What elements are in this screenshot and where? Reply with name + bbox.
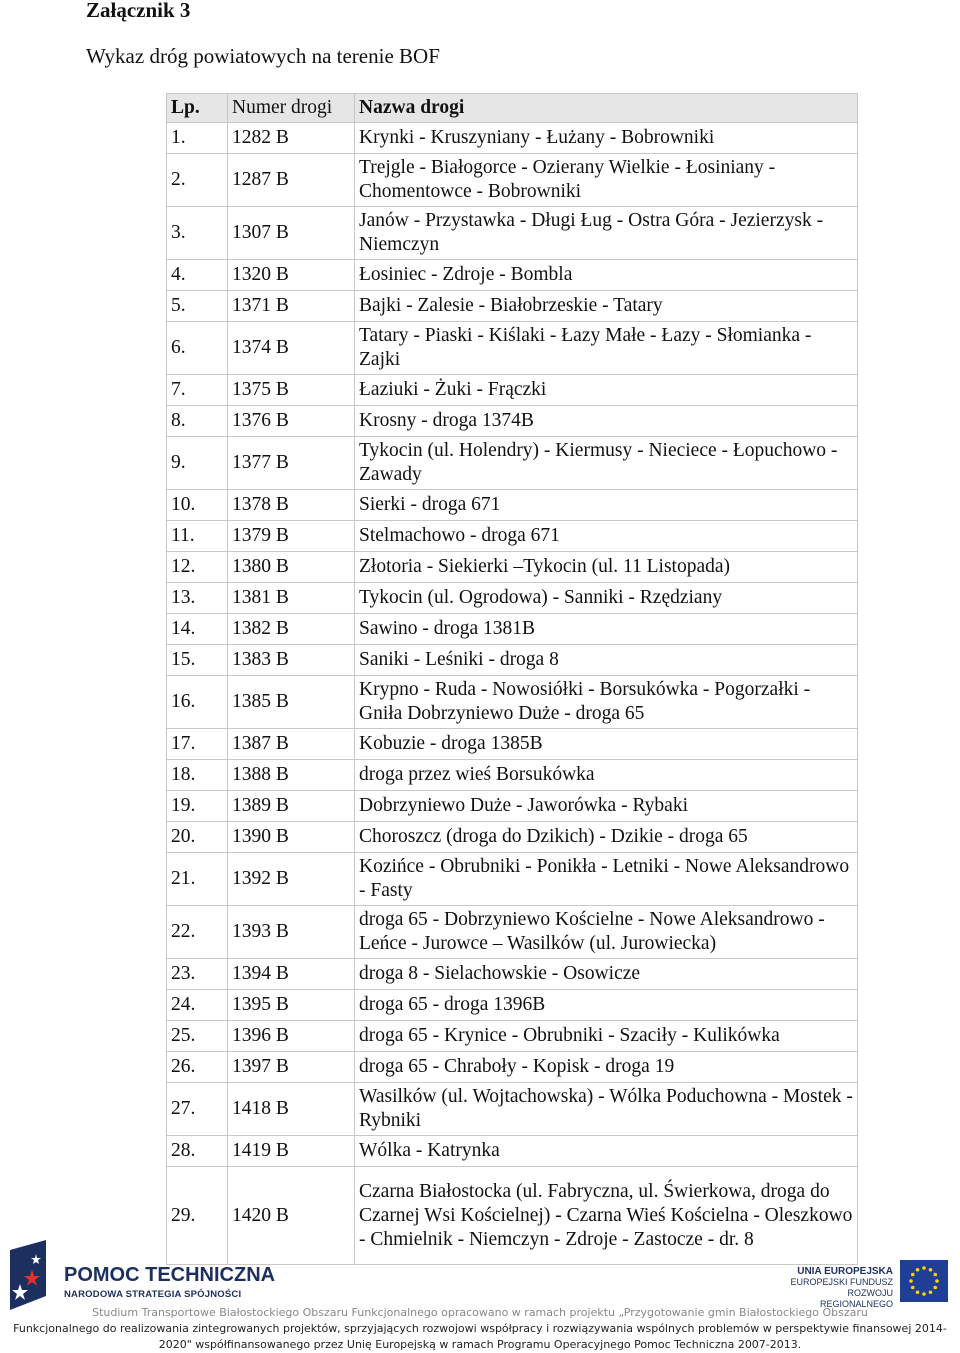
table-row: [167, 729, 858, 760]
table-row: [167, 260, 858, 291]
document-heading: Załącznik 3: [86, 0, 191, 22]
row-lp: 15.: [167, 645, 228, 676]
logo-subtitle: NARODOWA STRATEGIA SPÓJNOŚCI: [64, 1289, 242, 1300]
row-road-name: Krynki - Kruszyniany - Łużany - Bobrowniki: [355, 123, 858, 154]
eu-line3: ROZWOJU REGIONALNEGO: [819, 1288, 893, 1309]
row-lp: 17.: [167, 729, 228, 760]
row-road-number: 1378 B: [228, 490, 355, 521]
table-row: [167, 853, 858, 906]
row-lp: 7.: [167, 375, 228, 406]
row-road-number: 1420 B: [228, 1167, 355, 1265]
row-lp: 9.: [167, 437, 228, 490]
row-lp: 29.: [167, 1167, 228, 1265]
row-road-number: 1371 B: [228, 291, 355, 322]
header-road-name: Nazwa drogi: [355, 94, 858, 123]
eu-star-icon: [929, 1290, 933, 1294]
footer-text-line3: 2020" współfinansowanego przez Unię Europejską w ramach Programu Operacyjnego Pomoc Techniczna 2007-2013.: [158, 1338, 802, 1351]
table-row: [167, 959, 858, 990]
row-lp: 4.: [167, 260, 228, 291]
row-road-number: 1381 B: [228, 583, 355, 614]
row-road-name: Trejgle - Białogorce - Ozierany Wielkie - Łosiniany - Chomentowce - Bobrowniki: [355, 154, 858, 207]
footer-text: [0, 1305, 960, 1353]
row-lp: 19.: [167, 791, 228, 822]
row-road-number: 1379 B: [228, 521, 355, 552]
table-row: [167, 552, 858, 583]
row-road-number: 1382 B: [228, 614, 355, 645]
eu-line2: EUROPEJSKI FUNDUSZ: [790, 1277, 893, 1287]
row-lp: 24.: [167, 990, 228, 1021]
row-lp: 5.: [167, 291, 228, 322]
table-row: [167, 583, 858, 614]
table-row: [167, 1021, 858, 1052]
row-road-number: 1383 B: [228, 645, 355, 676]
row-road-name: Wasilków (ul. Wojtachowska) - Wólka Poduchowna - Mostek - Rybniki: [355, 1083, 858, 1136]
row-road-name: Janów - Przystawka - Długi Ług - Ostra Góra - Jezierzysk - Niemczyn: [355, 207, 858, 260]
row-lp: 21.: [167, 853, 228, 906]
row-road-name: droga 8 - Sielachowskie - Osowicze: [355, 959, 858, 990]
row-lp: 2.: [167, 154, 228, 207]
row-road-name: Czarna Białostocka (ul. Fabryczna, ul. Świerkowa, droga do Czarnej Wsi Kościelnej) - Czarna Wieś Kościelna - Oleszkowo - Chmielnik - Niemczyn - Zdroje - Zastocze - dr. 8: [355, 1167, 858, 1265]
row-road-number: 1388 B: [228, 760, 355, 791]
row-lp: 27.: [167, 1083, 228, 1136]
row-road-number: 1385 B: [228, 676, 355, 729]
table-row: [167, 614, 858, 645]
row-road-name: Choroszcz (droga do Dzikich) - Dzikie - droga 65: [355, 822, 858, 853]
row-road-name: Złotoria - Siekierki –Tykocin (ul. 11 Listopada): [355, 552, 858, 583]
eu-star-icon: [922, 1292, 926, 1296]
row-road-number: 1395 B: [228, 990, 355, 1021]
eu-flag-icon: [900, 1260, 948, 1302]
row-lp: 20.: [167, 822, 228, 853]
row-lp: 11.: [167, 521, 228, 552]
row-road-name: Łosiniec - Zdroje - Bombla: [355, 260, 858, 291]
row-lp: 18.: [167, 760, 228, 791]
eu-line1: UNIA EUROPEJSKA: [797, 1266, 893, 1277]
row-road-number: 1380 B: [228, 552, 355, 583]
table-row: [167, 490, 858, 521]
eu-star-icon: [933, 1286, 937, 1290]
table-row: [167, 1052, 858, 1083]
eu-star-icon: [916, 1268, 920, 1272]
row-lp: 12.: [167, 552, 228, 583]
row-road-name: droga 65 - droga 1396B: [355, 990, 858, 1021]
row-lp: 3.: [167, 207, 228, 260]
row-road-number: 1418 B: [228, 1083, 355, 1136]
row-road-number: 1393 B: [228, 906, 355, 959]
header-road-number: Numer drogi: [228, 94, 355, 123]
table-row: [167, 207, 858, 260]
row-road-number: 1320 B: [228, 260, 355, 291]
table-row: [167, 1136, 858, 1167]
table-row: [167, 291, 858, 322]
row-lp: 28.: [167, 1136, 228, 1167]
eu-star-icon: [911, 1286, 915, 1290]
row-road-number: 1375 B: [228, 375, 355, 406]
eu-star-icon: [933, 1273, 937, 1277]
table-row: [167, 676, 858, 729]
table-row: [167, 760, 858, 791]
row-lp: 23.: [167, 959, 228, 990]
table-row: [167, 645, 858, 676]
footer-text-line1: Studium Transportowe Białostockiego Obszaru Funkcjonalnego opracowano w ramach projektu „Przygotowanie gmin Białostockiego Obszaru: [92, 1306, 868, 1319]
eu-star-icon: [929, 1268, 933, 1272]
table-row: [167, 906, 858, 959]
row-road-number: 1394 B: [228, 959, 355, 990]
row-road-name: Saniki - Leśniki - droga 8: [355, 645, 858, 676]
eu-star-icon: [935, 1279, 939, 1283]
table-row: [167, 406, 858, 437]
row-lp: 13.: [167, 583, 228, 614]
row-road-name: Sierki - droga 671: [355, 490, 858, 521]
footer-text-line2: Funkcjonalnego do realizowania zintegrowanych projektów, sprzyjających rozwojowi współpracy i rozwiązywania wspólnych problemów w perspektywie finansowej 2014-: [13, 1322, 947, 1335]
header-lp: Lp.: [167, 94, 228, 123]
row-road-number: 1282 B: [228, 123, 355, 154]
row-lp: 8.: [167, 406, 228, 437]
row-lp: 25.: [167, 1021, 228, 1052]
eu-star-icon: [909, 1279, 913, 1283]
table-row: [167, 437, 858, 490]
row-road-name: Wólka - Katrynka: [355, 1136, 858, 1167]
row-lp: 16.: [167, 676, 228, 729]
row-road-name: droga 65 - Chraboły - Kopisk - droga 19: [355, 1052, 858, 1083]
row-road-name: Kozińce - Obrubniki - Ponikła - Letniki - Nowe Aleksandrowo - Fasty: [355, 853, 858, 906]
row-lp: 22.: [167, 906, 228, 959]
row-road-name: Bajki - Zalesie - Białobrzeskie - Tatary: [355, 291, 858, 322]
eu-star-icon: [916, 1290, 920, 1294]
table-row: [167, 521, 858, 552]
row-road-name: Krypno - Ruda - Nowosiółki - Borsukówka - Pogorzałki - Gniła Dobrzyniewo Duże - droga 65: [355, 676, 858, 729]
row-road-name: Tykocin (ul. Ogrodowa) - Sanniki - Rzędziany: [355, 583, 858, 614]
row-road-name: Stelmachowo - droga 671: [355, 521, 858, 552]
row-road-name: Krosny - droga 1374B: [355, 406, 858, 437]
row-road-number: 1377 B: [228, 437, 355, 490]
table-row: [167, 322, 858, 375]
table-row: [167, 791, 858, 822]
logo-title: POMOC TECHNICZNA: [64, 1264, 276, 1286]
row-road-number: 1392 B: [228, 853, 355, 906]
row-road-name: droga 65 - Krynice - Obrubniki - Szaciły - Kulikówka: [355, 1021, 858, 1052]
row-lp: 10.: [167, 490, 228, 521]
table-row: [167, 1083, 858, 1136]
row-road-number: 1396 B: [228, 1021, 355, 1052]
row-road-name: droga przez wieś Borsukówka: [355, 760, 858, 791]
row-lp: 1.: [167, 123, 228, 154]
table-row: [167, 822, 858, 853]
row-road-name: Łaziuki - Żuki - Frączki: [355, 375, 858, 406]
table-row: [167, 375, 858, 406]
eu-logo: [760, 1260, 950, 1308]
row-road-number: 1287 B: [228, 154, 355, 207]
row-road-name: Tykocin (ul. Holendry) - Kiermusy - Nieciece - Łopuchowo - Zawady: [355, 437, 858, 490]
row-road-name: Tatary - Piaski - Kiślaki - Łazy Małe - Łazy - Słomianka - Zajki: [355, 322, 858, 375]
roads-table: [166, 93, 858, 1265]
row-road-number: 1307 B: [228, 207, 355, 260]
row-road-name: Sawino - droga 1381B: [355, 614, 858, 645]
row-road-number: 1390 B: [228, 822, 355, 853]
row-road-number: 1387 B: [228, 729, 355, 760]
row-road-number: 1397 B: [228, 1052, 355, 1083]
row-road-number: 1419 B: [228, 1136, 355, 1167]
eu-star-icon: [922, 1266, 926, 1270]
eu-star-icon: [911, 1273, 915, 1277]
row-lp: 6.: [167, 322, 228, 375]
table-row: [167, 990, 858, 1021]
row-road-name: Kobuzie - droga 1385B: [355, 729, 858, 760]
row-road-name: Dobrzyniewo Duże - Jaworówka - Rybaki: [355, 791, 858, 822]
table-row: [167, 123, 858, 154]
document-subtitle: Wykaz dróg powiatowych na terenie BOF: [86, 44, 440, 68]
row-lp: 14.: [167, 614, 228, 645]
table-row: [167, 154, 858, 207]
row-road-number: 1389 B: [228, 791, 355, 822]
row-road-number: 1376 B: [228, 406, 355, 437]
row-road-name: droga 65 - Dobrzyniewo Kościelne - Nowe Aleksandrowo - Leńce - Jurowce – Wasilków (ul. Jurowiecka): [355, 906, 858, 959]
row-lp: 26.: [167, 1052, 228, 1083]
table-header-row: [167, 94, 858, 123]
row-road-number: 1374 B: [228, 322, 355, 375]
